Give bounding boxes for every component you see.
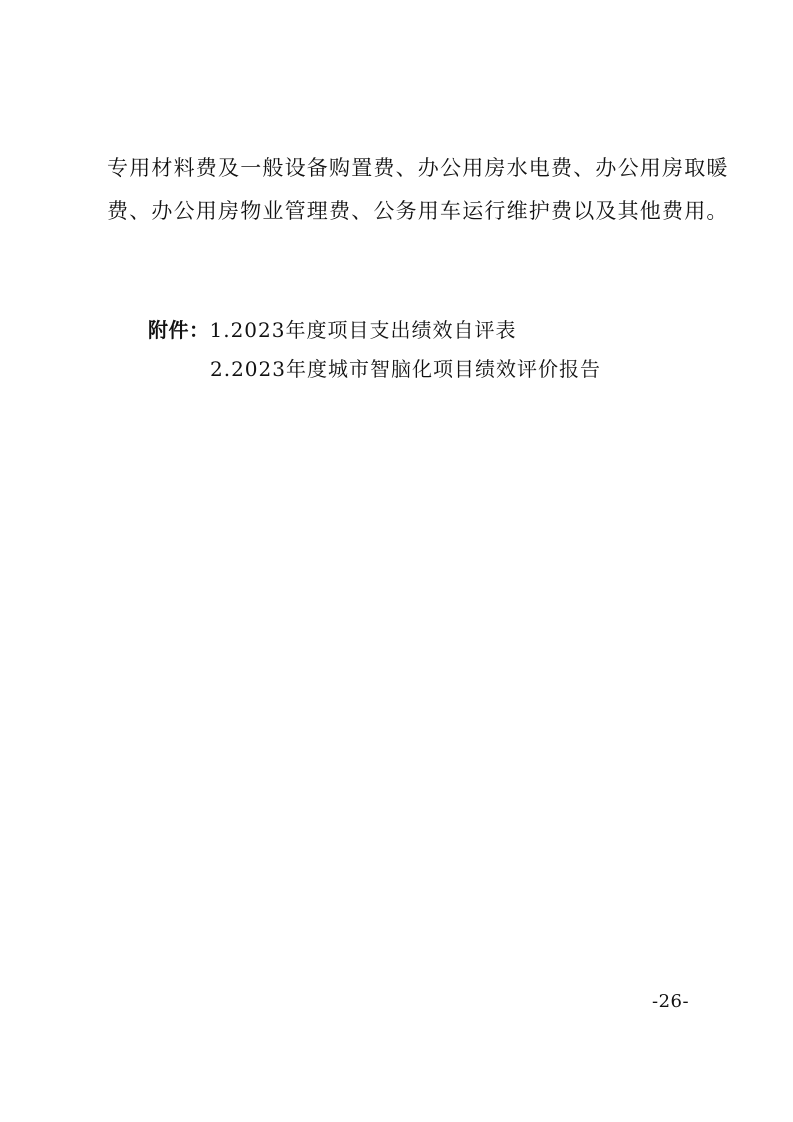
attachments-label: 附件： <box>148 318 210 342</box>
attachment-row <box>148 316 516 344</box>
page-number: -26- <box>652 991 690 1012</box>
paragraph-line: 费、办公用房物业管理费、公务用车运行维护费以及其他费用。 <box>107 199 729 223</box>
attachment-row <box>210 355 601 383</box>
paragraph-line: 专用材料费及一般设备购置费、办公用房水电费、办公用房取暖 <box>107 156 729 180</box>
attachment-item: 2.2023年度城市智脑化项目绩效评价报告 <box>210 357 601 381</box>
attachment-item: 1.2023年度项目支出绩效自评表 <box>209 318 517 342</box>
